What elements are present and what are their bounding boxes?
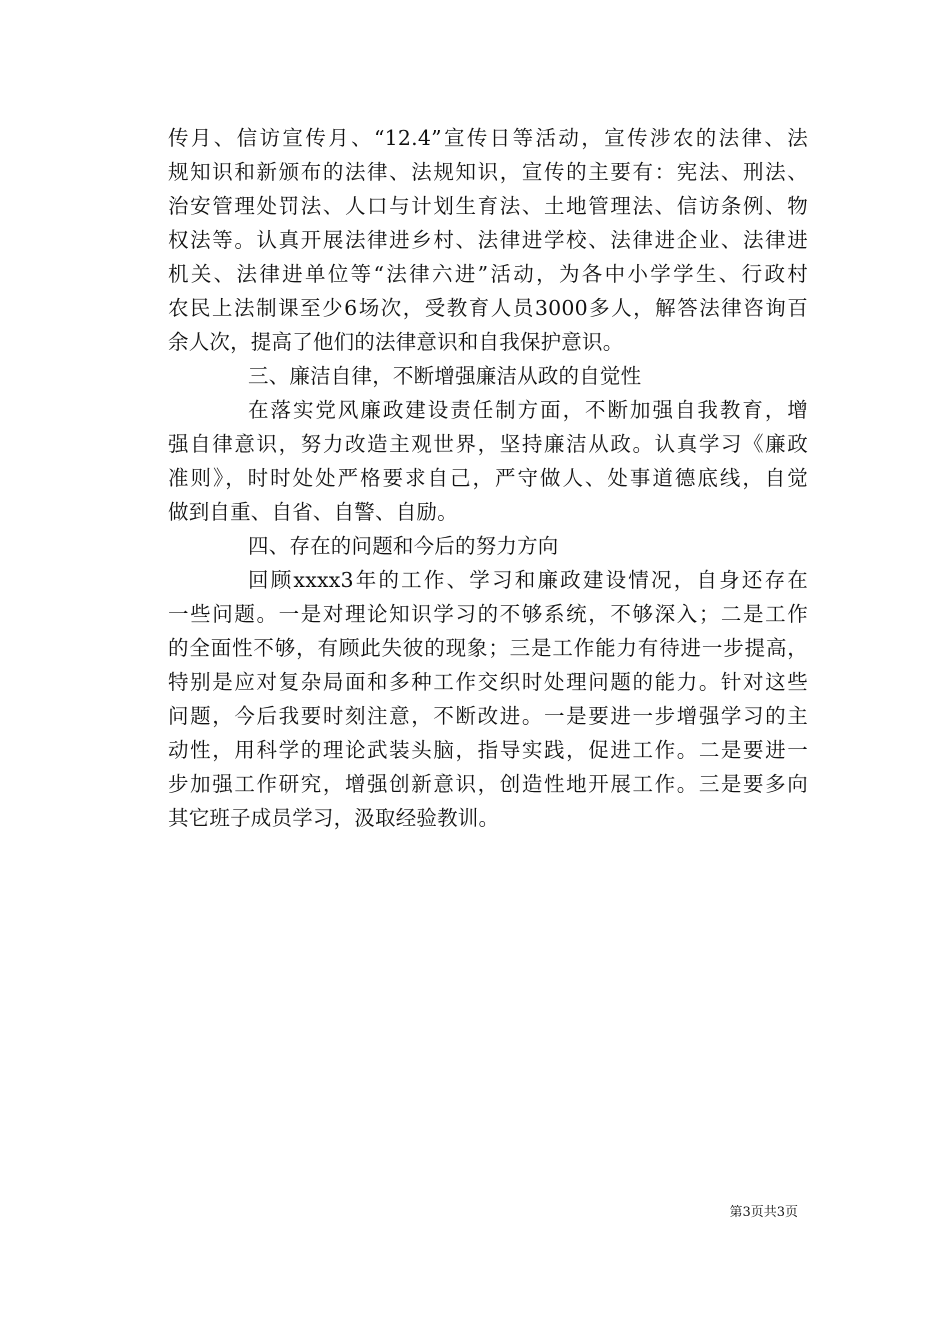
text-line: 一些问题。一是对理论知识学习的不够系统，不够深入；二是工作 [168,602,808,626]
text-line: 治安管理处罚法、人口与计划生育法、土地管理法、信访条例、物 [168,194,808,218]
text-line: 问题，今后我要时刻注意，不断改进。一是要进一步增强学习的主 [168,704,808,728]
section-heading: 四、存在的问题和今后的努力方向 [248,534,559,558]
text-line: 回顾xxxx3年的工作、学习和廉政建设情况，自身还存在 [248,568,808,592]
text-line: 特别是应对复杂局面和多种工作交织时处理问题的能力。针对这些 [168,670,808,694]
text-line: 规知识和新颁布的法律、法规知识，宣传的主要有：宪法、刑法、 [168,160,808,184]
text-line: 动性，用科学的理论武装头脑，指导实践，促进工作。二是要进一 [168,738,808,762]
section-heading: 三、廉洁自律，不断增强廉洁从政的自觉性 [248,364,642,388]
text-line: 权法等。认真开展法律进乡村、法律进学校、法律进企业、法律进 [168,228,808,252]
text-line: 强自律意识，努力改造主观世界，坚持廉洁从政。认真学习《廉政 [168,432,808,456]
text-line: 传月、信访宣传月、“12.4”宣传日等活动，宣传涉农的法律、法 [168,126,808,150]
text-line: 做到自重、自省、自警、自励。 [168,500,458,524]
text-line: 机关、法律进单位等“法律六进”活动，为各中小学学生、行政村 [168,262,808,286]
text-line: 的全面性不够，有顾此失彼的现象；三是工作能力有待进一步提高， [168,636,808,660]
page-number: 第3页共3页 [729,1205,798,1220]
text-line: 准则》，时时处处严格要求自己，严守做人、处事道德底线，自觉 [168,466,808,490]
text-line: 在落实党风廉政建设责任制方面，不断加强自我教育，增 [248,398,808,422]
text-line: 余人次，提高了他们的法律意识和自我保护意识。 [168,330,624,354]
document-body [168,121,808,835]
text-line: 步加强工作研究，增强创新意识，创造性地开展工作。三是要多向 [168,772,808,796]
text-line: 农民上法制课至少6场次，受教育人员3000多人，解答法律咨询百 [168,296,808,320]
text-line: 其它班子成员学习，汲取经验教训。 [168,806,500,830]
